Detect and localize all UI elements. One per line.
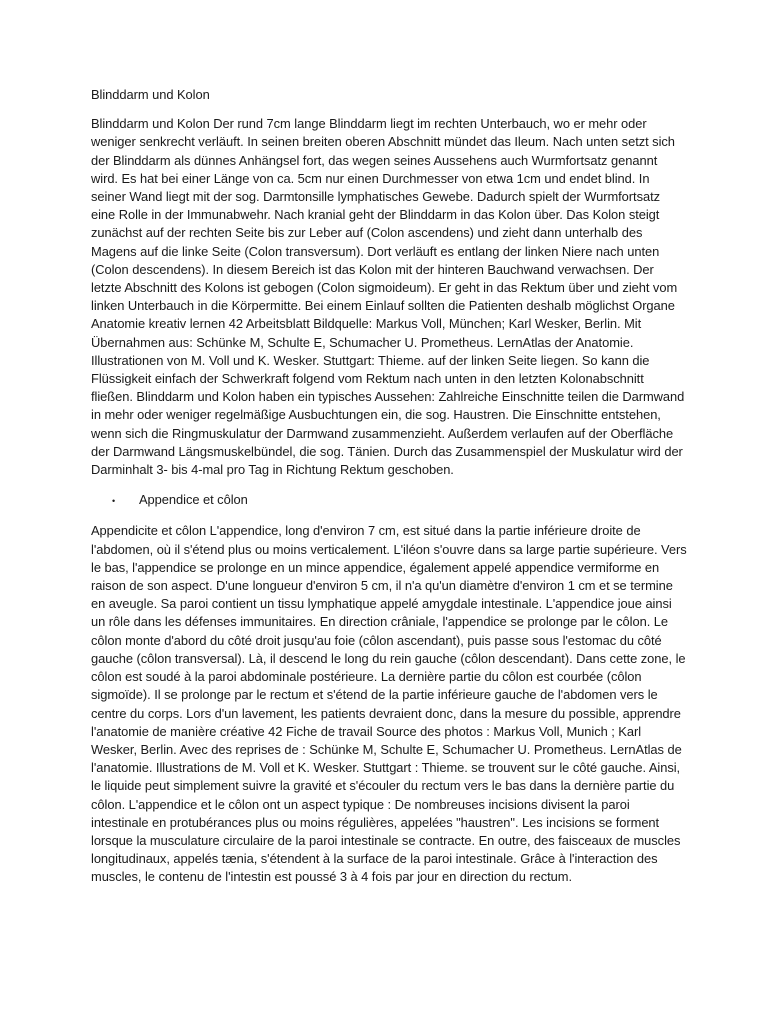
paragraph-german: Blinddarm und Kolon Der rund 7cm lange Blinddarm liegt im rechten Unterbauch, wo er mehr oder weniger senkrecht verläuft. In seinen breiten oberen Abschnitt mündet das Ileum. Nach unten setzt sich der Blinddarm als dünnes Anhängsel fort, das wegen seines Aussehens auch Wurmfortsatz genannt wird. Es hat bei einer Länge von ca. 5cm nur einen Durchmesser von etwa 1cm und endet blind. In seiner Wand liegt mit der sog. Darmtonsille lymphatisches Gewebe. Dadurch spielt der Wurmfortsatz eine Rolle in der Immunabwehr. Nach kranial geht der Blinddarm in das Kolon über. Das Kolon steigt zunächst auf der rechten Seite bis zur Leber auf (Colon ascendens) und zieht dann unterhalb des Magens auf die linke Seite (Colon transversum). Dort verläuft es entlang der linken Niere nach unten (Colon descendens). In diesem Bereich ist das Kolon mit der hinteren Bauchwand verwachsen. Der letzte Abschnitt des Kolons ist gebogen (Colon sigmoideum). Er geht in das Rektum über und zieht vom linken Unterbauch in die Körpermitte. Bei einem Einlauf sollten die Patienten deshalb möglichst Organe Anatomie kreativ lernen 42 Arbeitsblatt Bildquelle: Markus Voll, München; Karl Wesker, Berlin. Mit Übernahmen aus: Schünke M, Schulte E, Schumacher U. Prometheus. LernAtlas der Anatomie. Illustrationen von M. Voll und K. Wesker. Stuttgart: Thieme. auf der linken Seite liegen. So kann die Flüssigkeit einfach der Schwerkraft folgend vom Rektum nach unten in den letzten Kolonabschnitt fließen. Blinddarm und Kolon haben ein typisches Aussehen: Zahlreiche Einschnitte teilen die Darmwand in mehr oder weniger regelmäßige Ausbuchtungen ein, die sog. Haustren. Die Einschnitte entstehen, wenn sich die Ringmuskulatur der Darmwand zusammenzieht. Außerdem verlaufen auf der Oberfläche der Darmwand Längsmuskelbündel, die sog. Tänien. Durch das Zusammenspiel der Muskulatur wird der Darminhalt 3- bis 4-mal pro Tag in Richtung Rektum geschoben.: [91, 116, 685, 478]
bullet-item: [91, 491, 687, 510]
bullet-label: Appendice et côlon: [139, 492, 248, 508]
paragraph-french: Appendicite et côlon L'appendice, long d'environ 7 cm, est situé dans la partie inférieure droite de l'abdomen, où il s'étend plus ou moins verticalement. L'iléon s'ouvre dans sa large partie supérieure. Vers le bas, l'appendice se prolonge en un mince appendice, également appelé appendice vermiforme en raison de son aspect. D'une longueur d'environ 5 cm, il n'a qu'un diamètre d'environ 1 cm et se termine en aveugle. Sa paroi contient un tissu lymphatique appelé amygdale intestinale. L'appendice joue ainsi un rôle dans les défenses immunitaires. En direction crâniale, l'appendice se prolonge par le côlon. Le côlon monte d'abord du côté droit jusqu'au foie (côlon ascendant), puis passe sous l'estomac du côté gauche (côlon transversal). Là, il descend le long du rein gauche (côlon descendant). Dans cette zone, le côlon est soudé à la paroi abdominale postérieure. La dernière partie du côlon est courbée (côlon sigmoïde). Il se prolonge par le rectum et s'étend de la partie inférieure gauche de l'abdomen vers le centre du corps. Lors d'un lavement, les patients devraient donc, dans la mesure du possible, apprendre l'anatomie de manière créative 42 Fiche de travail Source des photos : Markus Voll, Munich ; Karl Wesker, Berlin. Avec des reprises de : Schünke M, Schulte E, Schumacher U. Prometheus. LernAtlas de l'anatomie. Illustrations de M. Voll et K. Wesker. Stuttgart : Thieme. se trouvent sur le côté gauche. Ainsi, le liquide peut simplement suivre la gravité et s'écouler du rectum vers le bas dans la dernière partie du côlon. L'appendice et le côlon ont un aspect typique : De nombreuses incisions divisent la paroi intestinale en protubérances plus ou moins régulières, appelées "haustren". Les incisions se forment lorsque la musculature circulaire de la paroi intestinale se contracte. En outre, des faisceaux de muscles longitudinaux, appelés tænia, s'étendent à la surface de la paroi intestinale. Grâce à l'interaction des muscles, le contenu de l'intestin est poussé 3 à 4 fois par jour en direction du rectum.: [91, 523, 687, 885]
bullet-icon: •: [112, 496, 116, 507]
document-title: Blinddarm und Kolon: [91, 87, 210, 102]
document-body: [91, 86, 687, 899]
